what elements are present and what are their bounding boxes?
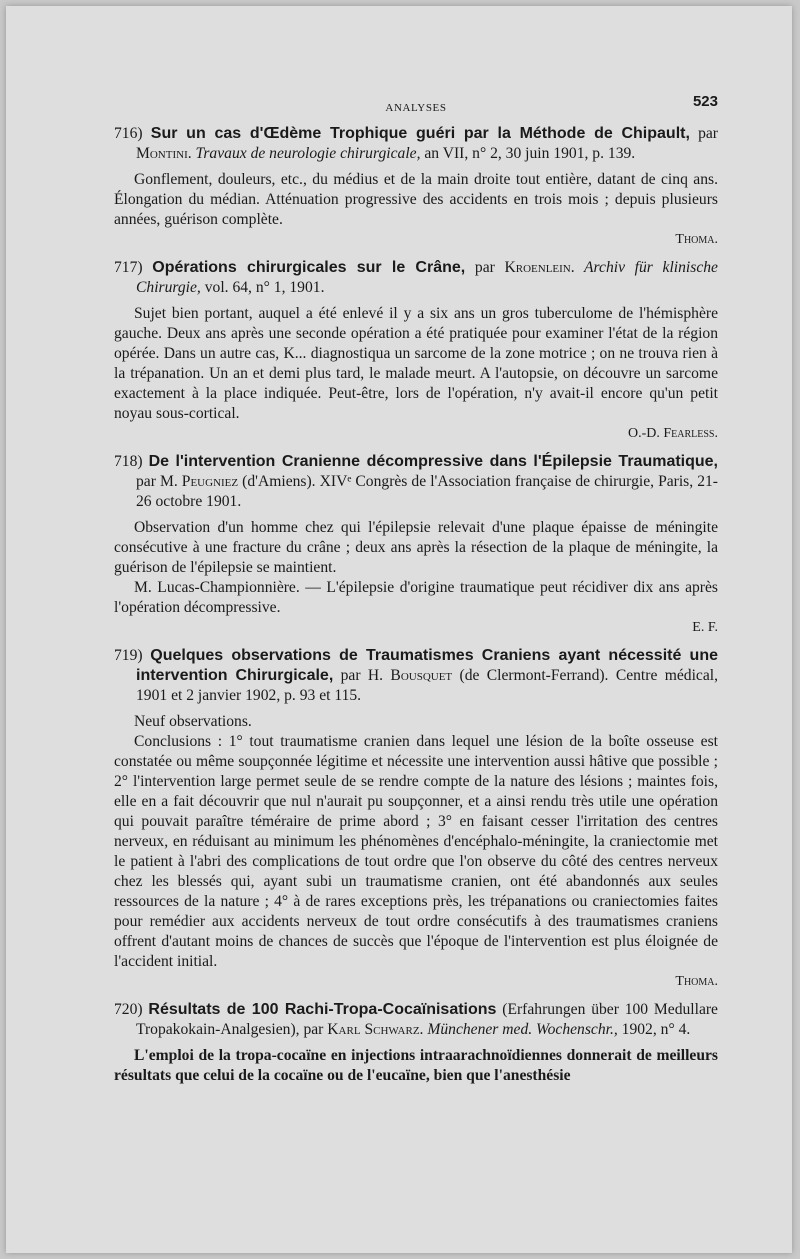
paragraph: M. Lucas-Championnière. — L'épilepsie d'origine traumatique peut récidiver dix ans après l'opération décompressive. <box>114 579 718 616</box>
entry-body <box>114 712 718 972</box>
entry-connector: par <box>689 125 718 142</box>
entry-720 <box>114 1000 718 1086</box>
page-number: 523 <box>692 93 718 110</box>
entry-number: 720) <box>114 1001 143 1018</box>
article-title: Quelques observations de Traumatismes Craniens ayant nécessité une intervention Chirurgicale, <box>136 647 718 684</box>
paragraph: Observation d'un homme chez qui l'épilepsie relevait d'une plaque épaisse de méningite consécutive à une fracture du crâne ; deux ans après la résection de la plaque de méningite, la guérison de l'épilepsie se maintient. <box>114 519 718 576</box>
entry-719 <box>114 646 718 992</box>
entry-body <box>114 1046 718 1086</box>
page-content <box>114 92 718 1094</box>
paragraph: Gonflement, douleurs, etc., du médius et de la main droite tout entière, datant de cinq ans. Élongation du médian. Atténuation progressive des accidents en trois mois ; depuis plusieurs années, guérison complète. <box>114 171 718 228</box>
running-title: ANALYSES <box>385 102 447 114</box>
entry-heading <box>114 452 718 512</box>
paragraph: Sujet bien portant, auquel a été enlevé il y a six ans un gros tuberculome de l'hémisphère gauche. Deux ans après une seconde opération a été pratiquée pour examiner l'état de la région opérée. Dans un autre cas, K... diagnostiqua un sarcome de la zone motrice ; on ne trouva rien à la trépanation. Un an et demi plus tard, le malade meurt. A l'autopsie, on découvre un sarcome exactement à la place indiquée. Peut-être, lors de l'opération, n'y avait-il encore qu'un petit noyau sous-cortical. <box>114 305 718 422</box>
article-title: Résultats de 100 Rachi-Tropa-Cocaïnisations <box>148 1001 497 1018</box>
journal: Münchener med. Wochenschr., <box>423 1021 618 1038</box>
entry-body <box>114 518 718 618</box>
citation: vol. 64, n° 1, 1901. <box>200 279 325 296</box>
page-header <box>114 92 718 116</box>
citation: (d'Amiens). XIVᵉ Congrès de l'Association française de chirurgie, Paris, 21-26 octobre 1901. <box>136 473 718 510</box>
entry-connector: (Erfahrungen über 100 Medullare Tropakokain-Analgesien), par <box>136 1001 718 1038</box>
article-title: Opérations chirurgicales sur le Crâne, <box>152 259 466 276</box>
entry-number: 717) <box>114 259 143 276</box>
entry-body <box>114 304 718 424</box>
entry-connector: par <box>465 259 505 276</box>
journal: Travaux de neurologie chirurgicale, <box>191 145 421 162</box>
paragraph: Neuf observations. <box>134 713 252 730</box>
journal: Archiv für klinische Chirurgie, <box>136 259 718 296</box>
paragraph: Conclusions : 1° tout traumatisme cranien dans lequel une lésion de la boîte osseuse est constatée ou même soupçonnée légitime et nécessite une intervention aussi hâtive que possible ; 2° l'intervention large permet seule de se rendre compte de la nature des lésions ; maintes fois, elle en a fait découvrir que nul n'aurait pu soupçonner, et a ainsi rendu très utile une opération qui pouvait paraître téméraire de prime abord ; 3° en faisant cesser l'irritation des centres nerveux, en réduisant au minimum les phénomènes d'encéphalo-méningite, la craniectomie met le patient à l'abri des complications de tout ordre que l'on observe du côté des centres nerveux chez les blessés qui, ayant subi un traumatisme cranien, ont été abandonnés aux seules ressources de la nature ; 4° à de rares exceptions près, les trépanations ou craniectomies faites pour remédier aux accidents nerveux de tout ordre consécutifs à des traumatismes craniens offrent d'autant moins de chances de succès que l'époque de l'intervention est plus éloignée de l'accident initial. <box>114 733 718 970</box>
signature: Thoma. <box>675 974 718 989</box>
article-title: Sur un cas d'Œdème Trophique guéri par la Méthode de Chipault, <box>150 125 690 142</box>
author: Kroenlein. <box>504 259 575 276</box>
entry-heading <box>114 1000 718 1040</box>
signature: O.-D. Fearless. <box>627 426 718 441</box>
entry-718 <box>114 452 718 638</box>
entry-heading <box>114 124 718 164</box>
entry-716 <box>114 124 718 250</box>
author: M. Peugniez <box>159 473 239 490</box>
entry-717 <box>114 258 718 444</box>
citation: an VII, n° 2, 30 juin 1901, p. 139. <box>420 145 636 162</box>
entry-number: 718) <box>114 453 143 470</box>
article-title: De l'intervention Cranienne décompressive dans l'Épilepsie Traumatique, <box>148 453 719 470</box>
citation: (de Clermont-Ferrand). Centre médical, 1901 et 2 janvier 1902, p. 93 et 115. <box>136 667 718 704</box>
entry-body <box>114 170 718 230</box>
signature: E. F. <box>692 620 718 635</box>
entry-heading <box>114 258 718 298</box>
paragraph: L'emploi de la tropa-cocaïne en injections intraarachnoïdiennes donnerait de meilleurs résultats que celui de la cocaïne ou de l'eucaïne, bien que l'anesthésie <box>114 1047 718 1084</box>
author: Karl Schwarz. <box>327 1021 424 1038</box>
author: Montini. <box>136 145 192 162</box>
entry-heading <box>114 646 718 706</box>
entry-connector: par <box>136 473 160 490</box>
entry-number: 719) <box>114 647 143 664</box>
entry-number: 716) <box>114 125 143 142</box>
entry-connector: par <box>333 667 368 684</box>
signature: Thoma. <box>675 232 718 247</box>
author: H. Bousquet <box>367 667 453 684</box>
citation: 1902, n° 4. <box>617 1021 691 1038</box>
page <box>6 6 792 1253</box>
